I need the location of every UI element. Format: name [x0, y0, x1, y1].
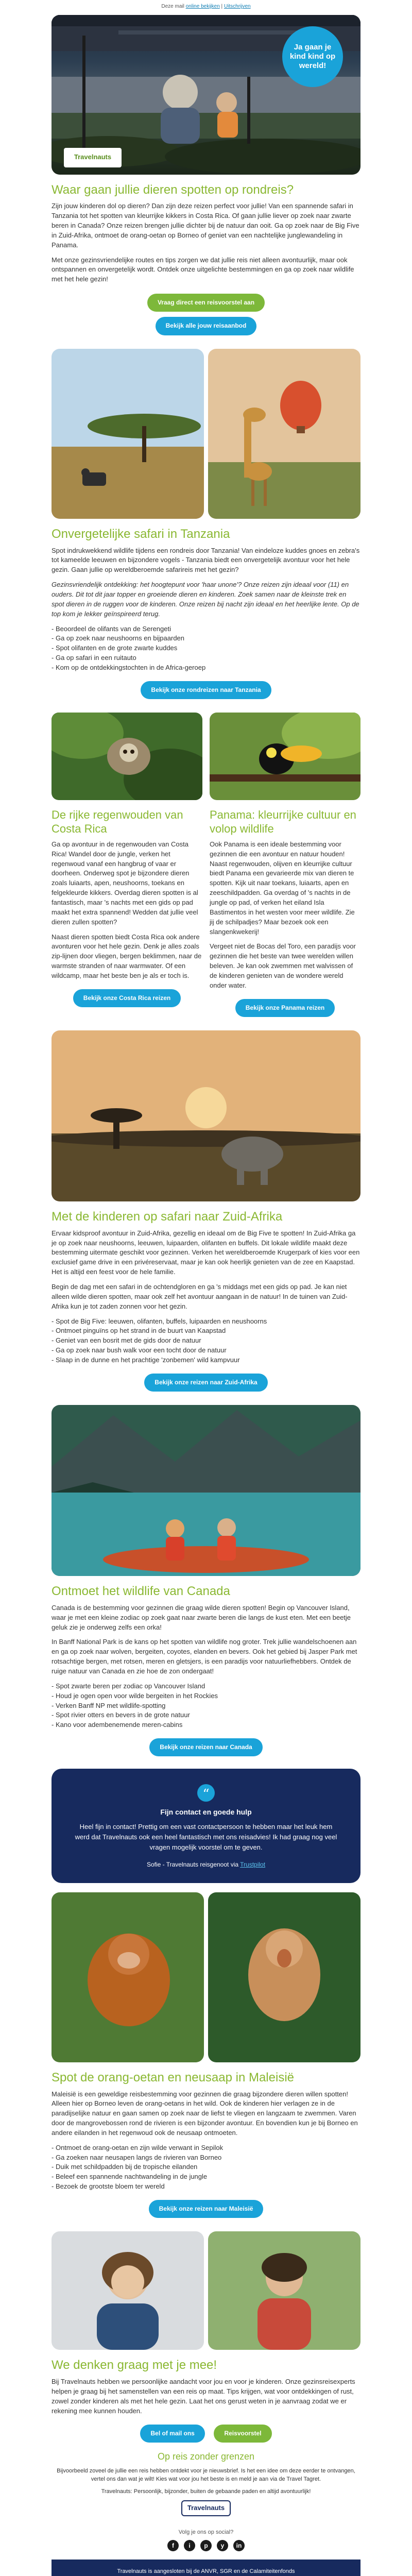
team-image-left — [52, 2231, 204, 2350]
zuidafrika-list — [52, 1317, 360, 1365]
maleisie-images — [52, 1892, 360, 2062]
review-text: Heel fijn in contact! Prettig om een vast contactpersoon te hebben maar het leuk hem werd dat Travelnauts ook een heel fantastisch met ons reisadvies! Ik had graag nog veel vragen mogelijk voorstel om te geven. — [75, 1822, 337, 1852]
panama-title: Panama: kleurrijke cultuur en volop wildlife — [210, 808, 356, 835]
tanzania-image-left — [52, 349, 204, 519]
tanzania-image-right — [208, 349, 360, 519]
team-images — [52, 2231, 360, 2350]
topbar-text: Deze mail — [161, 4, 186, 9]
costarica-title: De rijke regenwouden van Costa Rica — [52, 808, 183, 835]
view-offer-button[interactable]: Bekijk alle jouw reisaanbod — [156, 317, 257, 335]
list-item: - Spot rivier otters en bevers in de grote natuur — [52, 1710, 360, 1720]
list-item: - Ontmoet de orang-oetan en zijn wilde verwant in Sepilok — [52, 2143, 360, 2153]
maleisie-list — [52, 2143, 360, 2192]
review-signature — [74, 1860, 338, 1870]
list-item: - Duik met schildpadden bij de tropische eilanden — [52, 2162, 360, 2172]
panama-image — [210, 713, 360, 800]
zuidafrika-image — [52, 1030, 360, 1201]
list-item: - Kom op de ontdekkingstochten in de Africa-geroep — [52, 663, 360, 673]
intro-text-2: Met onze gezinsvriendelijke routes en tips zorgen we dat jullie reis niet alleen avontuurlijk, maar ook ontspannen en onvergetelijk wordt. Ontdek onze uitgelichte bestemmingen en ga op zoek naar wildlife met het hele gezin! — [52, 256, 354, 283]
tanzania-images — [52, 349, 360, 519]
list-item: - Beleef een spannende nachtwandeling in de jungle — [52, 2172, 360, 2182]
canada-list — [52, 1682, 360, 1730]
trustpilot-link[interactable]: Trustpilot — [240, 1861, 266, 1869]
maleisie-button[interactable]: Bekijk onze reizen naar Maleisië — [149, 2200, 264, 2218]
list-item: - Ontmoet pinguïns op het strand in de buurt van Kaapstad — [52, 1326, 360, 1336]
list-item: - Bezoek de grootste bloem ter wereld — [52, 2182, 360, 2192]
bottom-line-1: Travelnauts is aangesloten bij de ANVR, SGR en de Calamiteitenfonds — [117, 2568, 295, 2574]
contact2-text: Bij Travelnauts hebben we persoonlijke aandacht voor jou en voor je kinderen. Onze gezinsreisexperts helpen je graag bij het samenstellen van een reis op maat. Tips krijgen, wat voor ontdekkingen of rust, zowel zonder kinderen als met het hele gezin. Laat het ons gerust weten in je aanvraag zodat we er rekening mee kunnen houden. — [52, 2378, 355, 2415]
contact2-title: We denken graag met je mee! — [52, 2358, 217, 2372]
two-column-section — [52, 713, 360, 1021]
footer-logo: Travelnauts — [181, 2500, 231, 2516]
email-body — [52, 15, 360, 2551]
intro-title: Waar gaan jullie dieren spotten op rondreis? — [52, 182, 294, 197]
panama-button[interactable]: Bekijk onze Panama reizen — [235, 999, 335, 1017]
zuidafrika-title: Met de kinderen op safari naar Zuid-Afrika — [52, 1209, 283, 1224]
facebook-icon[interactable]: f — [167, 2540, 179, 2551]
tanzania-list — [52, 624, 360, 673]
intro-text: Zijn jouw kinderen dol op dieren? Dan zijn deze reizen perfect voor jullie! Van een spannende safari in Tanzania tot het spotten van kleurrijke kikkers in Costa Rica. Of gaan jullie liever op zoek naar zwarte beren in Canada? Onze reizen brengen jullie dichter bij de natuur dan ooit. Ga op zoek naar de Big Five in Zuid-Afrika, ontmoet de orang-oetan op Borneo of geniet van een nachtelijke junglewandeling in Panama. — [52, 202, 359, 249]
costarica-button[interactable]: Bekijk onze Costa Rica reizen — [73, 989, 181, 1007]
list-item: - Kano voor adembenemende meren-cabins — [52, 1720, 360, 1730]
list-item: - Spot olifanten en de grote zwarte kuddes — [52, 643, 360, 653]
zuidafrika-text-2: Begin de dag met een safari in de ochtendgloren en ga 's middags met een gids op pad. Je kan niet alleen wilde dieren spotten, maar ook zelf het avontuur aangaan in de natuur! In de tuinen van Zuid-Afrika kun je tot zaden zonnen voor het gezin. — [52, 1282, 348, 1310]
tanzania-text: Spot indrukwekkend wildlife tijdens een rondreis door Tanzania! Van eindeloze kuddes gnoes en zebra's tot kameelde leeuwen en bijzondere vogels - Tanzania biedt een onvergetelijk avontuur voor het hele gezin. Gaan jullie op wereldberoemde safarireis met het gezin? — [52, 546, 360, 574]
view-online-link[interactable]: online bekijken — [185, 4, 220, 9]
tanzania-button[interactable]: Bekijk onze rondreizen naar Tanzania — [141, 681, 271, 699]
costarica-text-2: Naast dieren spotten biedt Costa Rica ook andere avonturen voor het hele gezin. Denk je alles zoals zip-lijnen door vliegen, bergen beklimmen, naar de warmste stranden of naar warmwater. Of een wildcamp, maar het beste ben je als er toch is. — [52, 933, 202, 979]
topbar-sep: | — [219, 4, 224, 9]
maleisie-image-left — [52, 1892, 204, 2062]
panama-column — [210, 713, 360, 1021]
list-item: - Slaap in de dunne en het prachtige 'zonbemen' wild kampvuur — [52, 1355, 360, 1365]
review-author: Sofie - Travelnauts reisgenoot via — [146, 1861, 241, 1869]
panama-text: Ook Panama is een ideale bestemming voor gezinnen die een avontuur en natuur houden! Naast regenwouden, olijven en kleurrijke cultuur biedt Panama een gevarieerde mix van dieren te spotten. Kijk uit naar toekans, luiaarts, apen en zeeschildpadden. Ga overdag of 's nachts in de jungle op pad, of verken het eiland Isla Bastimentos in het westen voor meer wildlife. Zie jij de schilpadjes? Maar bezoek ook een slangenkwekerij! — [210, 840, 355, 936]
proposal-button[interactable]: Reisvoorstel — [214, 2425, 271, 2443]
canada-text-2: In Banff National Park is de kans op het spotten van wildlife nog groter. Trek jullie wandelschoenen aan en ga op zoek naar wolven, bergeiten, coyotes, elanden en bevers. Ook het gebied bij Jasper Park met rotsachtige bergen, met rotsen, meren en gletsjers, is een paradijs voor natuurliefhebbers. Ontdek de ruige natuur van Canada en zie hoe de zon ondergaat! — [52, 1638, 357, 1675]
hero-image — [52, 15, 360, 175]
costarica-column — [52, 713, 202, 1021]
linkedin-icon[interactable]: in — [233, 2540, 245, 2551]
list-item: - Ga op zoek naar bush walk voor een tocht door de natuur — [52, 1346, 360, 1355]
pinterest-icon[interactable]: p — [200, 2540, 212, 2551]
maleisie-text: Maleisië is een geweldige reisbestemming voor gezinnen die graag bijzondere dieren willen spotten! Alleen hier op Borneo leven de orang-oetans in het wild. Ook de kinderen hier verlagen ze in de paradijselijke natuur en gaan samen op zoek naar de liefst te vliegen en langzaam te zwemmen. Varen door de mangrovebossen rond de rivieren is een bijzonder avontuur. En bovendien kun je bij Borneo en andere eilanden in het regenwoud ook de neusaap ontmoeten. — [52, 2090, 358, 2137]
list-item: - Ga op zoek naar neushoorns en bijpaarden — [52, 634, 360, 643]
canada-title: Ontmoet het wildlife van Canada — [52, 1584, 230, 1599]
instagram-icon[interactable]: i — [184, 2540, 195, 2551]
canada-button[interactable]: Bekijk onze reizen naar Canada — [149, 1738, 262, 1756]
footer-text: Bijvoorbeeld zoveel de jullie een reis hebben ontdekt voor je nieuwsbrief. Is het een idee om deze eerder te ontvangen, vertel ons dan wat je wilt! Kies wat voor jou het beste is en meld je aan via de Travel Tagret. — [57, 2468, 355, 2482]
social-icons — [52, 2540, 360, 2551]
review-block — [52, 1769, 360, 1883]
top-bar — [0, 0, 412, 15]
maleisie-image-right — [208, 1892, 360, 2062]
review-title: Fijn contact en goede hulp — [160, 1808, 252, 1817]
list-item: - Ga zoeken naar neusapen langs de rivieren van Borneo — [52, 2153, 360, 2163]
maleisie-title: Spot de orang-oetan en neusaap in Maleisië — [52, 2070, 294, 2084]
list-item: - Geniet van een bosrit met de gids door de natuur — [52, 1336, 360, 1346]
footer-text-2: Travelnauts: Persoonlijk, bijzonder, buiten de gebaande paden en altijd avontuurlijk! — [101, 2488, 311, 2495]
tanzania-title: Onvergetelijke safari in Tanzania — [52, 527, 230, 541]
canada-text: Canada is de bestemming voor gezinnen die graag wilde dieren spotten! Begin op Vancouver Island, waar je met een kleine zodiac op zoek gaat naar zwarte beren die langs de kust eten. Met een beetje geluk zie je onderweg zelfs een orka! — [52, 1603, 351, 1631]
costarica-image — [52, 713, 202, 800]
youtube-icon[interactable]: y — [217, 2540, 228, 2551]
list-item: - Verken Banff NP met wildlife-spotting — [52, 1701, 360, 1711]
zuidafrika-text: Ervaar kidsproof avontuur in Zuid-Afrika, gezellig en ideaal om de Big Five te spotten! In Zuid-Afrika ga je op zoek naar neushoorns, leeuwen, luipaarden, olifanten en buffels. Dit lokale wildlife maakt deze bestemming uitermate geschikt voor gezinnen. Verken het wereldberoemde Krugerpark of kies voor een exclusief game drive in een privéreservaat, maar je kan ook heerlijk genieten van de zee en Kaapstad. Het is altijd een feest voor de hele familie. — [52, 1229, 360, 1276]
footer-tagline: Op reis zonder grenzen — [157, 2451, 255, 2462]
hero-logo: Travelnauts — [64, 148, 122, 167]
request-proposal-button[interactable]: Vraag direct een reisvoorstel aan — [147, 294, 265, 312]
canada-image — [52, 1405, 360, 1576]
hero-badge: Ja gaan je kind kind op wereld! — [282, 26, 343, 87]
list-item: - Beoordeel de olifants van de Serengeti — [52, 624, 360, 634]
bottom-bar — [52, 2560, 360, 2576]
panama-text-2: Vergeet niet de Bocas del Toro, een paradijs voor gezinnen die het beste van twee werelden willen beleven. Je kan ook zwemmen met walvissen of de kinderen genieten van de wondere wereld onder water. — [210, 942, 356, 989]
social-title: Volg je ons op social? — [178, 2529, 234, 2535]
call-mail-button[interactable]: Bel of mail ons — [140, 2425, 204, 2443]
list-item: - Spot de Big Five: leeuwen, olifanten, buffels, luipaarden en neushoorns — [52, 1317, 360, 1327]
list-item: - Ga op safari in een ruitauto — [52, 653, 360, 663]
costarica-text: Ga op avontuur in de regenwouden van Costa Rica! Wandel door de jungle, verken het regenwoud vanaf een hangbrug of vaar er doorheen. Onderweg spot je bijzondere dieren zoals luiaarts, apen, neushoorns, toekans en felgekleurde kikkers. Overdag dieren spotten is al fantastisch, maar 's nachts met een gids op pad maakt het extra spannend! Wedden dat jullie veel dieren zullen spotten? — [52, 840, 198, 926]
quote-icon: “ — [197, 1784, 215, 1802]
footer — [52, 2450, 360, 2551]
team-image-right — [208, 2231, 360, 2350]
zuidafrika-button[interactable]: Bekijk onze reizen naar Zuid-Afrika — [144, 1374, 267, 1392]
unsubscribe-link[interactable]: Uitschrijven — [224, 4, 251, 9]
list-item: - Spot zwarte beren per zodiac op Vancouver Island — [52, 1682, 360, 1691]
tanzania-text-2: Gezinsvriendelijk ontdekking: het hoogtepunt voor 'haar unone'? Onze reizen zijn ideaal voor (11) en ouders. Dit tot dit jaar topper en groeiende dieren en kinderen. Zoek samen naar de kleinste trek en spot dieren in de ruggen voor de kinderen. Onze reizen bij nacht zijn ideaal en het heerlijke lente. Op de top kom je lekker geïnspireerd terug. — [52, 581, 359, 618]
list-item: - Houd je ogen open voor wilde bergeiten in het Rockies — [52, 1691, 360, 1701]
